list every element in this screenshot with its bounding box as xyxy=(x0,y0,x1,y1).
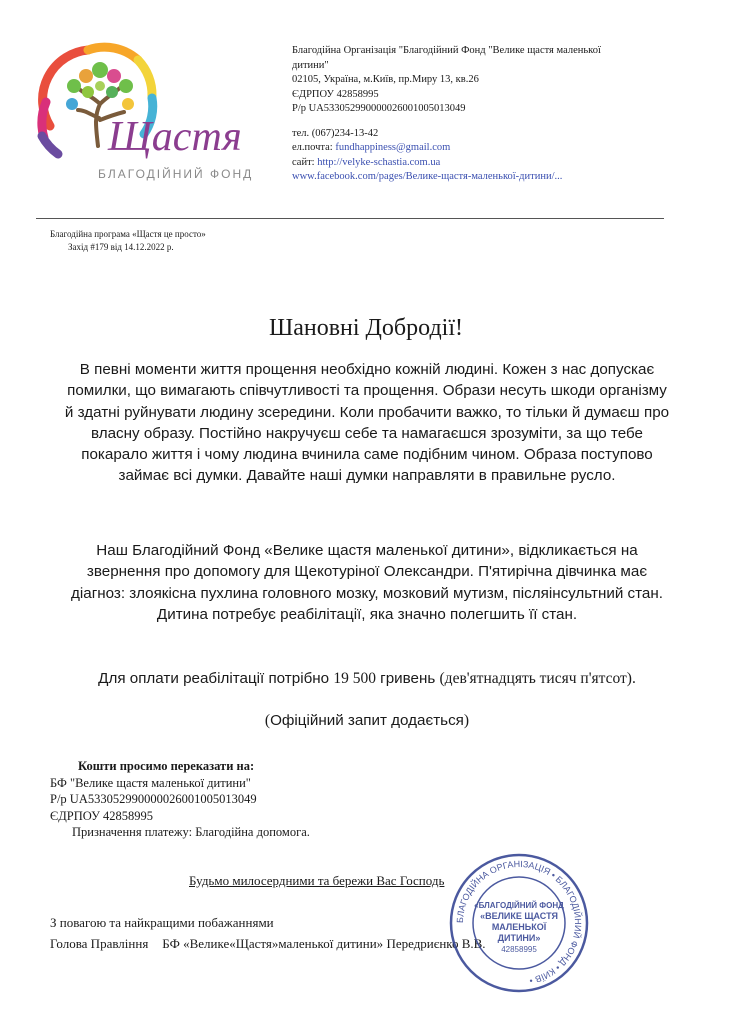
org-account: Р/р UA533052990000026001005013049 xyxy=(292,103,466,114)
charity-logo xyxy=(28,38,278,188)
program-event: Захід #179 від 14.12.2022 р. xyxy=(68,242,174,252)
org-email-link[interactable]: fundhappiness@gmail.com xyxy=(335,142,451,153)
org-site-link[interactable]: http://velyke-schastia.com.ua xyxy=(317,156,441,168)
program-info xyxy=(50,228,206,254)
stamp-ring-text: БЛАГОДІЙНА ОРГАНІЗАЦІЯ • БЛАГОДІЙНИЙ ФОНД • КИЇВ • xyxy=(454,858,584,986)
stamp-code: 42858995 xyxy=(501,945,537,954)
org-email-row xyxy=(292,141,692,156)
transfer-edrpou: ЄДРПОУ 42858995 xyxy=(50,808,154,823)
header-divider xyxy=(36,218,664,219)
attachment-text: Офіційний запит додається xyxy=(270,712,464,729)
org-facebook-link[interactable]: www.facebook.com/pages/Велике-щастя-маленької-дитини/... xyxy=(292,171,563,182)
org-site-row xyxy=(292,156,692,171)
logo-subtitle: БЛАГОДІЙНИЙ ФОНД xyxy=(98,167,254,181)
transfer-heading: Кошти просимо переказати на: xyxy=(78,759,255,773)
transfer-fund: БФ "Велике щастя маленької дитини" xyxy=(50,775,251,790)
signatory-fund: БФ «Велике«Щастя»маленької дитини» xyxy=(162,936,384,951)
signatory-line xyxy=(50,933,486,954)
signature-block xyxy=(50,912,486,954)
transfer-details xyxy=(50,758,310,841)
payment-words: (дев'ятнадцять тисяч п'ятсот). xyxy=(439,670,636,687)
org-site-label: сайт: xyxy=(292,156,318,168)
payment-amount-line xyxy=(64,668,670,689)
attachment-open: ( xyxy=(264,712,271,729)
org-name-line1: Благодійна Організація "Благодійний Фонд "Велике щастя маленької xyxy=(292,45,601,56)
signatory-position: Голова Правління xyxy=(50,936,149,951)
closing-line: Будьмо милосердними та бережи Вас Господь xyxy=(189,873,445,888)
organization-details xyxy=(292,44,692,185)
payment-amount: 19 500 xyxy=(333,670,376,687)
payment-prefix: Для оплати реабілітації потрібно xyxy=(98,670,334,687)
org-address: 02105, Україна, м.Київ, пр.Миру 13, кв.26 xyxy=(292,74,479,85)
stamp-line4: ДИТИНИ» xyxy=(497,933,541,943)
payment-currency: гривень xyxy=(375,670,440,687)
org-edrpou: ЄДРПОУ 42858995 xyxy=(292,88,379,100)
stamp-line2: «ВЕЛИКЕ ЩАСТЯ xyxy=(480,911,558,921)
stamp-line3: МАЛЕНЬКОЇ xyxy=(491,922,547,932)
org-phone: тел. (067)234-13-42 xyxy=(292,127,379,139)
transfer-account: Р/р UA533052990000026001005013049 xyxy=(50,792,257,806)
logo-name: Щастя xyxy=(108,114,242,160)
transfer-purpose: Призначення платежу: Благодійна допомога. xyxy=(72,825,310,839)
program-name: Благодійна програма «Щастя це просто» xyxy=(50,229,206,239)
org-email-label: ел.почта: xyxy=(292,142,336,153)
org-facebook-row xyxy=(292,170,692,185)
signatory-name: Передриєнко В.В. xyxy=(386,936,486,951)
paragraph-request: Наш Благодійний Фонд «Велике щастя маленької дитини», відкликається на звернення про допомогу для Щекотуріної Олександри. П'ятирічна дівчинка має діагноз: злоякісна пухлина головного мозку, мозковий мутизм, післяінсультний стан. Дитина потребує реабілітації, яка значно полегшить її стан. xyxy=(71,542,663,623)
attachment-close: ) xyxy=(463,712,470,729)
regards-line: З повагою та найкращими побажаннями xyxy=(50,915,274,930)
official-stamp xyxy=(448,852,590,994)
greeting-heading: Шановні Добродії! xyxy=(269,315,463,341)
org-name-line2: дитини" xyxy=(292,59,329,71)
attachment-note xyxy=(64,710,670,731)
paragraph-forgiveness: В певні моменти життя прощення необхідно кожній людині. Кожен з нас допускає помилки, що вимагають співчутливості та прощення. Образи несуть шкоди організму й здатні руйнувати людину зсередини. Коли пробачити важко, то тільки й думаєш про власну образу. Постійно накручуєш себе та намагаєшся зрозуміти, за що тебе покарало життя і чому людина вчинила саме подібним чином. Образа поступово займає всі думки. Давайте наші думки направляти в правильне русло. xyxy=(64,361,670,485)
stamp-line1: «БЛАГОДІЙНИЙ ФОНД xyxy=(474,901,564,910)
